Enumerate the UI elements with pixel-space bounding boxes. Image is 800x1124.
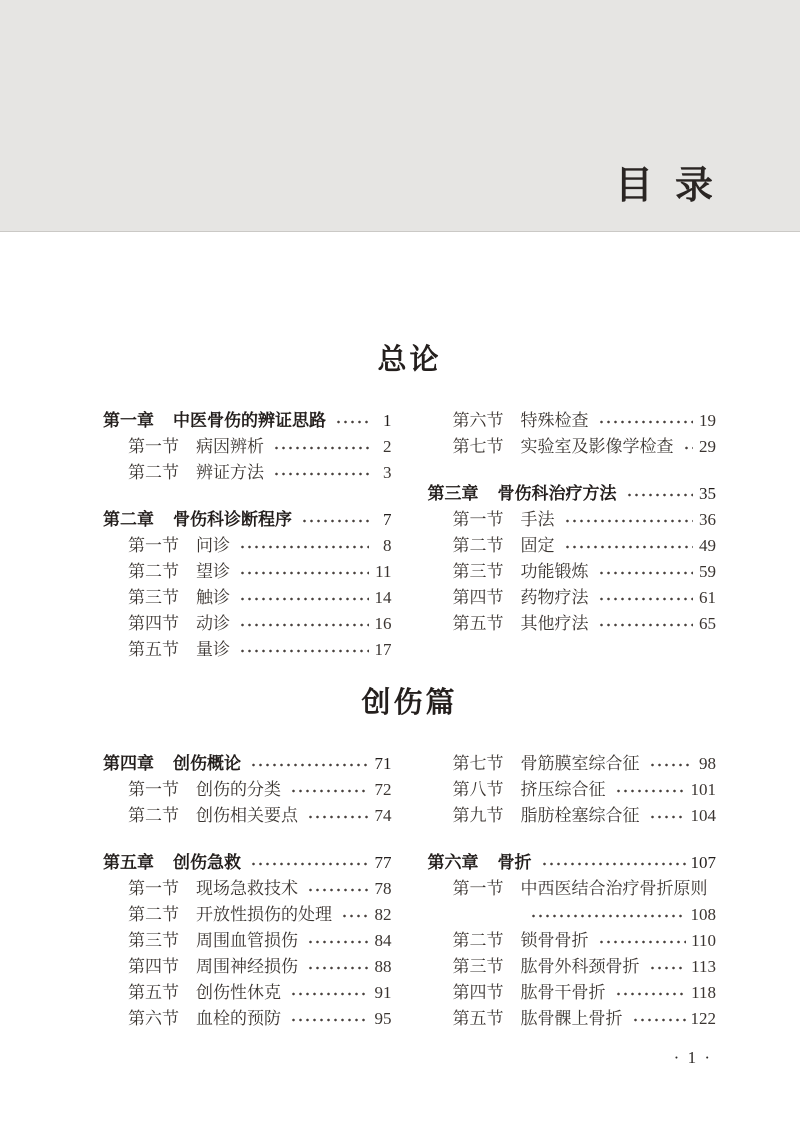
entry-page-number: 59 [699,562,716,581]
dot-leader-icon [598,928,687,954]
entry-title: 骨伤科诊断程序 [173,510,292,529]
entry-title: 肱骨髁上骨折 [520,1009,623,1028]
toc-section-entry [428,1006,717,1032]
entry-title: 周围神经损伤 [196,957,298,976]
toc-section-entry [103,777,392,803]
part-heading: 创伤篇 [361,687,458,719]
entry-page-number: 74 [374,806,392,825]
entry-label: 第一节 [128,437,179,456]
dot-leader-icon [290,1006,369,1032]
dot-leader-icon [649,751,694,777]
entry-label: 第二节 [452,536,504,555]
entry-title: 动诊 [196,614,230,633]
toc-section-entry [103,1006,392,1032]
entry-label: 第三节 [452,562,504,581]
entry-title: 创伤的分类 [196,780,281,799]
toc-section-entry [428,803,717,829]
toc-columns [103,751,716,1032]
entry-label: 第三节 [128,931,179,950]
toc-section-entry [103,803,392,829]
entry-title: 创伤相关要点 [196,806,298,825]
toc-section-entry [103,460,392,486]
entry-label: 第二节 [128,463,179,482]
entry-title: 脂肪栓塞综合征 [520,806,640,825]
entry-page-number: 82 [374,905,392,924]
entry-title: 望诊 [196,562,230,581]
entry-title: 骨折 [497,853,532,872]
toc-section-entry [103,434,392,460]
toc-section-entry [103,559,392,585]
entry-title: 中医骨伤的辨证思路 [173,411,326,430]
entry-title: 中西医结合治疗骨折原则 [520,879,708,898]
entry-page-number: 91 [374,983,392,1002]
toc-section-entry [428,751,717,777]
entry-page-number: 104 [690,806,716,825]
entry-page-number: 35 [699,484,716,503]
entry-label: 第五章 [103,853,154,872]
entry-label: 第五节 [452,1009,504,1028]
entry-page-number: 14 [374,588,392,607]
entry-page-number: 61 [699,588,716,607]
dot-leader-icon [250,751,369,777]
toc-section-entry [428,434,717,460]
entry-title: 实验室及影像学检查 [520,437,674,456]
entry-title: 周围血管损伤 [196,931,298,950]
toc-body [0,344,800,1032]
entry-page-number: 77 [374,853,392,872]
entry-label: 第一节 [128,780,179,799]
entry-title: 药物疗法 [520,588,589,607]
entry-page-number: 3 [383,463,392,482]
toc-columns [103,408,716,663]
dot-leader-icon [307,803,369,829]
folio-page-number: · 1 · [673,1048,712,1067]
dot-leader-icon [239,559,369,585]
entry-page-number: 110 [691,931,716,950]
entry-title: 功能锻炼 [520,562,589,581]
dot-leader-icon [301,507,369,533]
dot-leader-icon [649,803,686,829]
entry-page-number: 7 [383,510,392,529]
toc-section-entry [103,980,392,1006]
toc-section-entry [428,777,717,803]
entry-title: 肱骨干骨折 [520,983,606,1002]
entry-page-number: 71 [374,754,392,773]
entry-title: 量诊 [196,640,230,659]
dot-leader-icon [564,507,694,533]
entry-page-number: 101 [690,780,716,799]
toc-section-entry [103,902,392,928]
toc-section-entry [103,928,392,954]
dot-leader-icon [530,902,686,928]
entry-page-number: 72 [374,780,392,799]
entry-label: 第一节 [128,536,179,555]
entry-label: 第二节 [128,806,179,825]
entry-page-number: 11 [375,562,392,581]
entry-page-number: 98 [699,754,716,773]
entry-title: 肱骨外科颈骨折 [520,957,640,976]
entry-label: 第六节 [452,411,504,430]
entry-page-number: 65 [699,614,716,633]
entry-page-number: 17 [374,640,392,659]
toc-section-entry [103,611,392,637]
entry-page-number: 84 [374,931,392,950]
entry-label: 第四节 [452,588,504,607]
entry-label: 第四节 [452,983,504,1002]
entry-title: 特殊检查 [520,411,589,430]
entry-title: 问诊 [196,536,230,555]
entry-page-row [521,902,717,928]
entry-label: 第二章 [103,510,154,529]
dot-leader-icon [632,1006,686,1032]
dot-leader-icon [307,954,369,980]
toc-chapter-entry [103,408,392,434]
dot-leader-icon [598,559,694,585]
entry-title: 其他疗法 [520,614,589,633]
toc-section-1 [103,344,716,663]
toc-column-left [103,751,392,1032]
entry-title: 触诊 [196,588,230,607]
entry-page-number: 113 [691,957,716,976]
toc-section-entry [428,585,717,611]
toc-chapter-entry [103,751,392,777]
toc-section-entry [428,611,717,637]
toc-section-2 [103,687,716,1032]
entry-title: 现场急救技术 [196,879,298,898]
toc-column-right [428,408,717,663]
entry-title: 创伤急救 [173,853,241,872]
toc-section-entry [428,507,717,533]
entry-title: 病因辨析 [196,437,264,456]
toc-chapter-entry [428,481,717,507]
toc-column-left [103,408,392,663]
entry-title: 挤压综合征 [520,780,606,799]
toc-chapter-entry [428,850,717,876]
dot-leader-icon [273,434,369,460]
dot-leader-icon [307,876,369,902]
entry-title: 骨筋膜室综合征 [520,754,640,773]
toc-chapter-entry [103,850,392,876]
entry-label: 第五节 [128,640,179,659]
dot-leader-icon [615,980,687,1006]
dot-leader-icon [290,777,369,803]
entry-label: 第三章 [427,484,479,503]
entry-label: 第四节 [128,957,179,976]
toc-section-entry [103,585,392,611]
dot-leader-icon [250,850,369,876]
dot-leader-icon [683,434,694,460]
entry-title: 锁骨骨折 [520,931,589,950]
entry-label: 第五节 [128,983,179,1002]
dot-leader-icon [598,408,694,434]
entry-label: 第九节 [452,806,504,825]
entry-label: 第二节 [128,905,179,924]
dot-leader-icon [335,408,369,434]
entry-page-number: 8 [383,536,392,555]
dot-leader-icon [290,980,369,1006]
toc-section-entry [428,954,717,980]
entry-title: 固定 [520,536,555,555]
entry-label: 第八节 [452,780,504,799]
entry-label: 第七节 [452,437,504,456]
entry-page-number: 88 [374,957,392,976]
entry-label: 第七节 [452,754,504,773]
dot-leader-icon [541,850,686,876]
entry-title: 骨伤科治疗方法 [497,484,617,503]
entry-title-row [453,876,717,902]
entry-label: 第四节 [128,614,179,633]
dot-leader-icon [615,777,686,803]
entry-label: 第六节 [128,1009,179,1028]
entry-title: 创伤概论 [173,754,241,773]
entry-title: 辨证方法 [196,463,264,482]
entry-label: 第一章 [103,411,154,430]
header-band [0,0,800,232]
dot-leader-icon [239,585,369,611]
dot-leader-icon [598,585,694,611]
entry-label: 第六章 [427,853,479,872]
entry-label: 第二节 [128,562,179,581]
toc-section-entry [103,533,392,559]
dot-leader-icon [273,460,369,486]
toc-section-entry [428,408,717,434]
entry-title: 创伤性休克 [196,983,281,1002]
entry-label: 第三节 [128,588,179,607]
dot-leader-icon [598,611,694,637]
entry-title: 血栓的预防 [196,1009,281,1028]
toc-section-entry [103,876,392,902]
dot-leader-icon [649,954,687,980]
entry-label: 第三节 [452,957,504,976]
page-title: 目 录 [614,165,714,207]
entry-page-number: 118 [691,983,716,1002]
entry-label: 第一节 [452,510,504,529]
toc-section-entry [103,637,392,663]
entry-label: 第四章 [103,754,154,773]
entry-page-number: 107 [690,853,716,872]
dot-leader-icon [239,533,369,559]
entry-page-number: 16 [374,614,392,633]
entry-title: 手法 [520,510,555,529]
dot-leader-icon [626,481,694,507]
entry-page-number: 1 [383,411,392,430]
toc-section-entry [428,928,717,954]
entry-page-number: 19 [699,411,716,430]
entry-page-number: 36 [699,510,716,529]
toc-section-entry [428,980,717,1006]
dot-leader-icon [564,533,694,559]
toc-section-entry [103,954,392,980]
part-heading: 总论 [377,344,442,376]
entry-page-number: 29 [699,437,716,456]
entry-page-number: 78 [374,879,392,898]
dot-leader-icon [239,637,369,663]
dot-leader-icon [341,902,369,928]
entry-label: 第二节 [452,931,504,950]
toc-column-right [428,751,717,1032]
entry-page-number: 95 [374,1009,392,1028]
dot-leader-icon [239,611,369,637]
entry-label: 第一节 [452,879,504,898]
toc-chapter-entry [103,507,392,533]
entry-page-number: 49 [699,536,716,555]
toc-section-entry [428,533,717,559]
toc-section-entry [428,559,717,585]
entry-label: 第一节 [128,879,179,898]
entry-page-number: 122 [690,1009,716,1028]
dot-leader-icon [307,928,369,954]
toc-section-entry [428,876,717,928]
entry-label: 第五节 [452,614,504,633]
entry-title: 开放性损伤的处理 [196,905,332,924]
entry-page-number: 2 [383,437,392,456]
entry-page-number: 108 [690,905,716,924]
